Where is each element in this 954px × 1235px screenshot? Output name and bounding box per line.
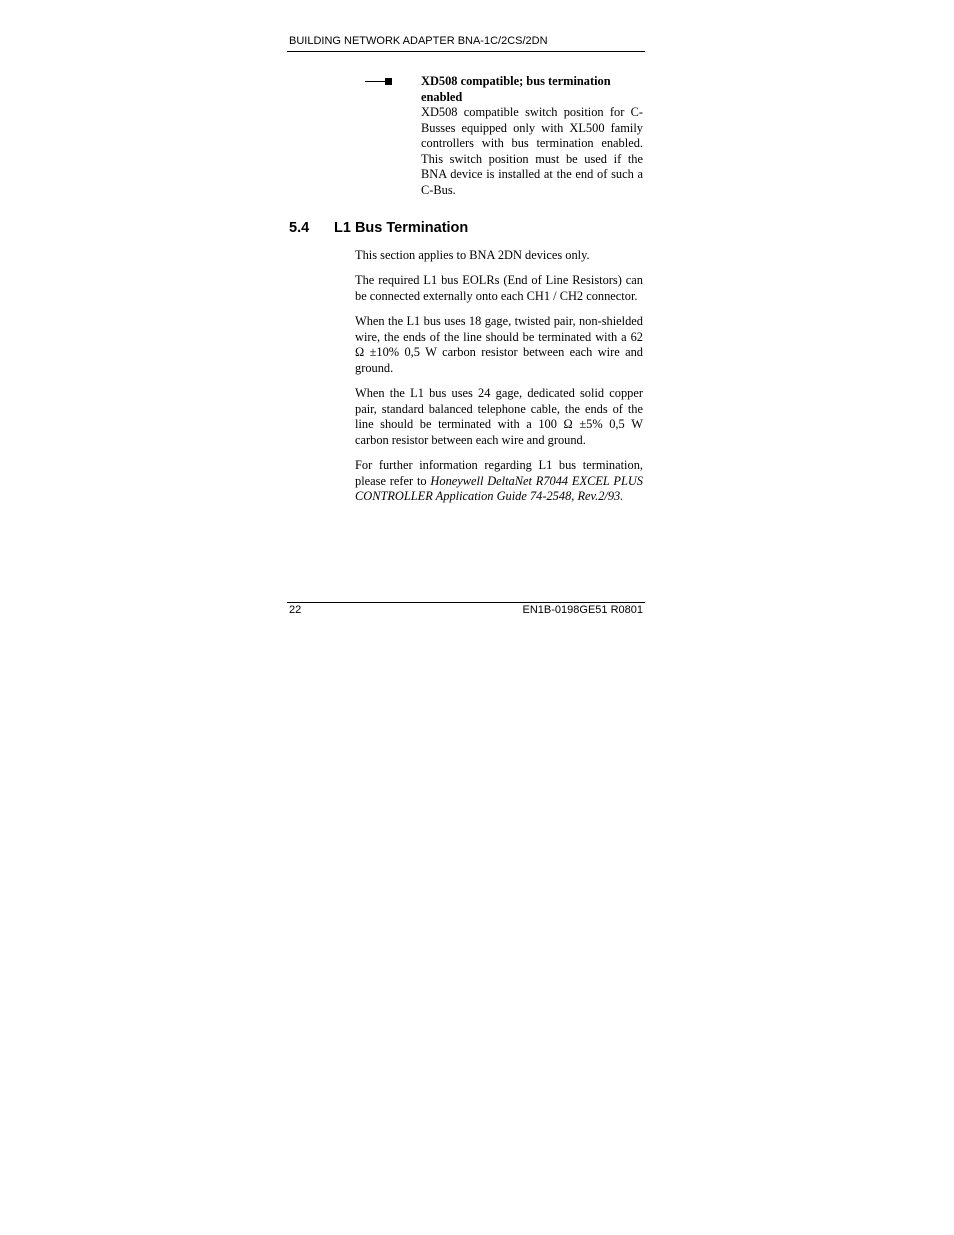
- header-rule: [287, 51, 645, 52]
- paragraph-eolr: The required L1 bus EOLRs (End of Line Resistors) can be connected externally onto each CH1 / CH2 connector.: [355, 273, 643, 303]
- paragraph-18-gage: When the L1 bus uses 18 gage, twisted pair, non-shielded wire, the ends of the line should be terminated with a 62 Ω ±10% 0,5 W carbon resistor between each wire and ground.: [355, 313, 643, 375]
- switch-option-body: XD508 compatible switch position for C-Busses equipped only with XL500 family controllers with bus termination enabled. This switch position must be used if the BNA device is installed at the end of such a C-Bus.: [421, 105, 643, 197]
- section-heading: [289, 220, 468, 236]
- section-body: [355, 248, 643, 514]
- switch-position-icon: [365, 77, 395, 87]
- section-number: 5.4: [289, 220, 310, 236]
- paragraph-scope: This section applies to BNA 2DN devices only.: [355, 248, 590, 262]
- paragraph-24-gage: When the L1 bus uses 24 gage, dedicated solid copper pair, standard balanced telephone cable, the ends of the line should be terminated with a 100 Ω ±5% 0,5 W carbon resistor between each wire and ground.: [355, 385, 643, 447]
- switch-option-description: [421, 74, 643, 198]
- paragraph-reference: [355, 458, 643, 505]
- switch-lever-line: [365, 81, 387, 82]
- footer-rule: [287, 602, 645, 603]
- switch-knob: [385, 78, 392, 85]
- switch-option-title: XD508 compatible; bus termination enabled: [421, 74, 611, 104]
- reference-lead: For further information regarding L1 bus termination, please refer to: [355, 457, 643, 488]
- document-code: EN1B-0198GE51 R0801: [522, 604, 643, 616]
- section-title: L1 Bus Termination: [334, 220, 469, 236]
- running-header: BUILDING NETWORK ADAPTER BNA-1C/2CS/2DN: [289, 35, 548, 47]
- reference-citation: Honeywell DeltaNet R7044 EXCEL PLUS CONTROLLER Application Guide 74-2548, Rev.2/93.: [355, 473, 643, 504]
- page-number: 22: [289, 604, 302, 616]
